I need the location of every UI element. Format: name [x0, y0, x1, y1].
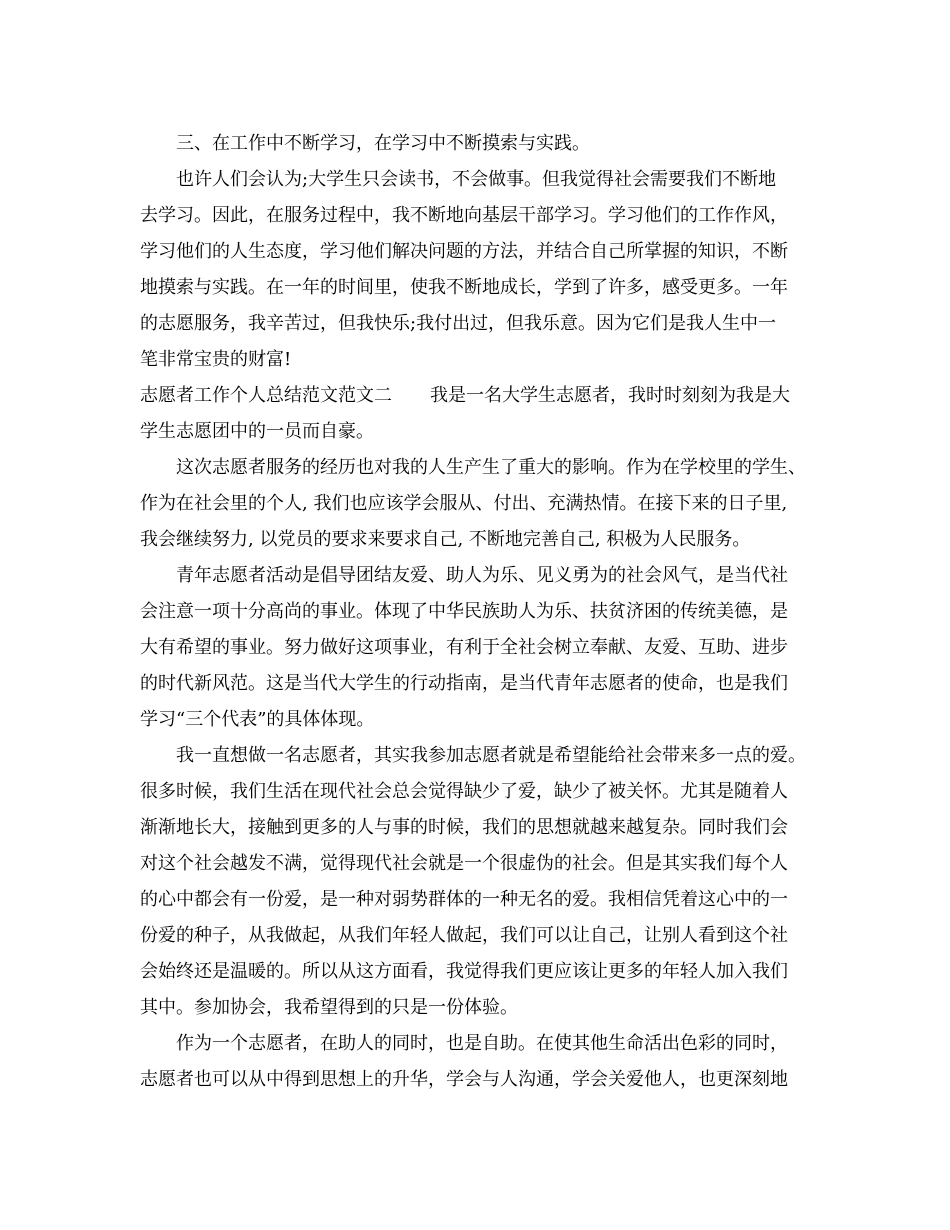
text-line: 学习他们的人生态度，学习他们解决问题的方法，并结合自己所掌握的知识，不断	[140, 241, 788, 262]
paragraph-first-line: 青年志愿者活动是倡导团结友爱、助人为乐、见义勇为的社会风气，是当代社	[176, 565, 788, 586]
text-line: 的时代新风范。这是当代大学生的行动指南，是当代青年志愿者的使命，也是我们	[140, 673, 788, 694]
text-line: 渐渐地长大，接触到更多的人与事的时候，我们的思想就越来越复杂。同时我们会	[140, 817, 788, 838]
text-line: 的心中都会有一份爱，是一种对弱势群体的一种无名的爱。我相信凭着这心中的一	[140, 889, 788, 910]
text-line: 份爱的种子，从我做起，从我们年轻人做起，我们可以让自己，让别人看到这个社	[140, 925, 788, 946]
paragraph-first-line: 这次志愿者服务的经历也对我的人生产生了重大的影响。作为在学校里的学生、	[176, 457, 806, 478]
text-line: 去学习。因此，在服务过程中，我不断地向基层干部学习。学习他们的工作作风，	[140, 205, 788, 226]
text-line: 作为在社会里的个人, 我们也应该学会服从、付出、充满热情。在接下来的日子里,	[140, 493, 788, 514]
text-line: 志愿者也可以从中得到思想上的升华，学会与人沟通，学会关爱他人，也更深刻地	[140, 1069, 788, 1090]
text-line: 对这个社会越发不满，觉得现代社会就是一个很虚伪的社会。但是其实我们每个人	[140, 853, 788, 874]
text-line: 很多时候，我们生活在现代社会总会觉得缺少了爱，缺少了被关怀。尤其是随着人	[140, 781, 788, 802]
text-line: 的志愿服务，我辛苦过，但我快乐;我付出过，但我乐意。因为它们是我人生中一	[140, 313, 777, 334]
text-line: 其中。参加协会，我希望得到的只是一份体验。	[140, 997, 518, 1018]
text-line: 我会继续努力, 以党员的要求来要求自己, 不断地完善自己, 积极为人民服务。	[140, 529, 751, 550]
section-heading: 志愿者工作个人总结范文范文二	[140, 385, 392, 406]
text-line: 笔非常宝贵的财富!	[140, 349, 292, 370]
text-line: 三、在工作中不断学习，在学习中不断摸索与实践。	[176, 133, 590, 154]
section-heading-line	[140, 384, 840, 408]
text-line: 会始终还是温暖的。所以从这方面看，我觉得我们更应该让更多的年轻人加入我们	[140, 961, 788, 982]
text-line: 大有希望的事业。努力做好这项事业，有利于全社会树立奉献、友爱、互助、进步	[140, 637, 788, 658]
paragraph-first-line: 也许人们会认为;大学生只会读书，不会做事。但我觉得社会需要我们不断地	[176, 169, 777, 190]
paragraph-first-line: 作为一个志愿者，在助人的同时，也是自助。在使其他生命活出色彩的同时，	[176, 1033, 788, 1054]
text-line: 地摸索与实践。在一年的时间里，使我不断地成长，学到了许多，感受更多。一年	[140, 277, 788, 298]
text-line: 学习“三个代表”的具体体现。	[140, 709, 375, 730]
heading-follow-text: 我是一名大学生志愿者，我时时刻刻为我是大	[430, 385, 790, 406]
text-line: 学生志愿团中的一员而自豪。	[140, 421, 374, 442]
paragraph-first-line: 我一直想做一名志愿者，其实我参加志愿者就是希望能给社会带来多一点的爱。	[176, 745, 806, 766]
text-line: 会注意一项十分高尚的事业。体现了中华民族助人为乐、扶贫济困的传统美德，是	[140, 601, 788, 622]
